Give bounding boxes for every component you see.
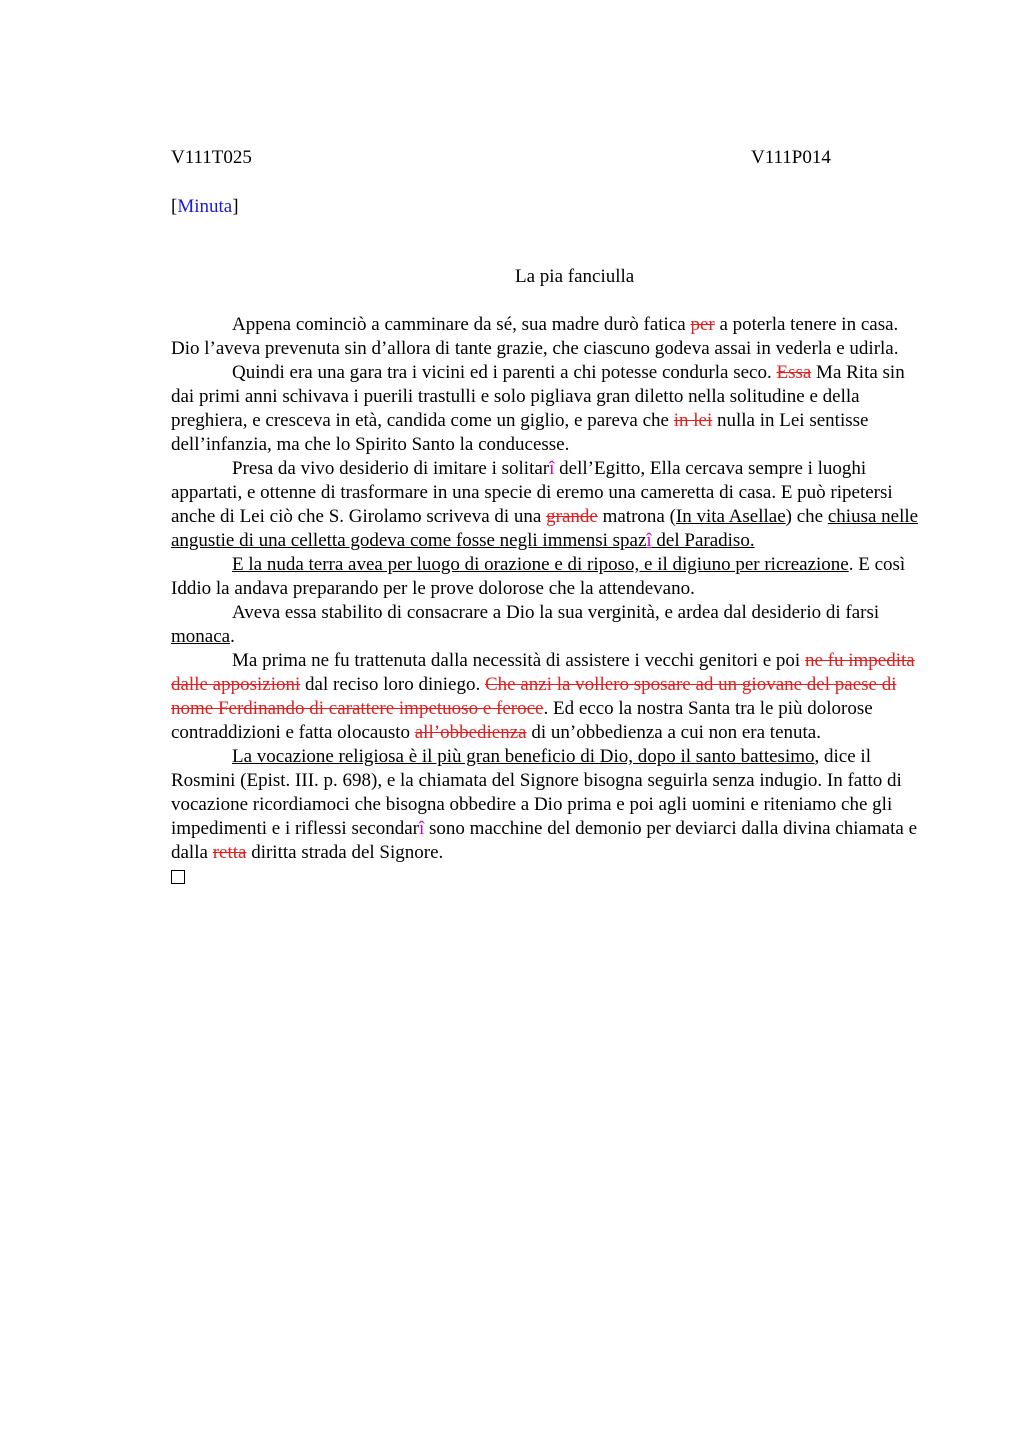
deleted-text: per: [690, 314, 715, 335]
end-of-text-box-icon: [171, 870, 185, 884]
underlined-text: E la nuda terra avea per luogo di orazione e di riposo, e il digiuno per ricreazione: [232, 554, 849, 575]
text-run: a poterla tenere in casa. Dio l’aveva prevenuta sin d’allora di tante grazie, che ciascuno godeva assai in vederla e udirla.: [171, 314, 899, 359]
paragraph-1: [171, 313, 929, 361]
text-run: diritta strada del Signore.: [246, 842, 444, 863]
paragraph-7: [171, 745, 929, 865]
paragraph-6: [171, 649, 929, 745]
text-run: . E così Iddio la andava preparando per le prove dolorose che la attendevano.: [171, 554, 906, 599]
minuta-label: [171, 196, 239, 218]
underlined-text: chiusa nelle angustie di una celletta godeva come fosse negli immensi spaz: [171, 506, 919, 551]
document-code-right: V111P014: [751, 147, 831, 168]
bracket-close: ]: [232, 196, 239, 217]
minuta-link[interactable]: Minuta: [177, 196, 233, 217]
deleted-text: all’obbedienza: [414, 722, 527, 743]
text-run: sono macchine del demonio per deviarci dalla divina chiamata e dalla: [171, 818, 918, 863]
paragraph-3: [171, 457, 929, 553]
deleted-text: grande: [546, 506, 598, 527]
text-run: Presa da vivo desiderio di imitare i solitar: [232, 458, 550, 479]
bracket-open: [: [171, 196, 178, 217]
text-run: dal reciso loro diniego.: [300, 674, 485, 695]
paragraph-2: [171, 361, 929, 457]
document-code-left: V111T025: [171, 147, 252, 168]
underlined-text: del Paradiso.: [651, 530, 755, 551]
text-run: Aveva essa stabilito di consacrare a Dio la sua verginità, e ardea dal desiderio di farsi: [232, 602, 880, 623]
text-run: nulla in Lei sentisse dell’infanzia, ma che lo Spirito Santo la conducesse.: [171, 410, 869, 455]
deleted-text: in lei: [673, 410, 713, 431]
underlined-text: In vita Asellae: [675, 506, 786, 527]
text-run: Appena cominciò a camminare da sé, sua madre durò fatica: [232, 314, 691, 335]
inserted-text: î: [418, 818, 425, 839]
page-title: La pia fanciulla: [515, 266, 635, 287]
deleted-text: Essa: [776, 362, 812, 383]
deleted-text: ne fu impedita dalle apposizioni: [171, 650, 915, 695]
text-run: Quindi era una gara tra i vicini ed i parenti a chi potesse condurla seco.: [232, 362, 777, 383]
underlined-text: monaca: [171, 626, 231, 647]
deleted-text: retta: [212, 842, 247, 863]
text-run: dell’Egitto, Ella cercava sempre i luoghi appartati, e ottenne di trasformare in una specie di eremo una cameretta di casa. E può ripetersi anche di Lei ciò che S. Girolamo scriveva di una: [171, 458, 893, 527]
paragraph-5: [171, 601, 929, 649]
text-run: Ma prima ne fu trattenuta dalla necessità di assistere i vecchi genitori e poi: [232, 650, 805, 671]
inserted-text: î: [646, 530, 652, 551]
paragraph-4: [171, 553, 929, 601]
text-run: . Ed ecco la nostra Santa tra le più dolorose contraddizioni e fatta olocausto: [171, 698, 873, 743]
inserted-text: î: [549, 458, 555, 479]
underlined-text: La vocazione religiosa è il più gran beneficio di Dio, dopo il santo battesimo: [232, 746, 815, 767]
text-run: , dice il Rosmini (Epist. III. p. 698), e la chiamata del Signore bisogna seguirla senza indugio. In fatto di vocazione ricordiamoci che bisogna obbedire a Dio prima e poi agli uomini e riteniamo che gli impedimenti e i riflessi secondar: [171, 746, 902, 839]
text-run: di un’obbedienza a cui non era tenuta.: [526, 722, 821, 743]
document-body: [171, 313, 929, 891]
deleted-text: Che anzi la vollero sposare ad un giovane del paese di nome Ferdinando di carattere impetuoso e feroce: [171, 674, 897, 719]
text-run: ) che: [785, 506, 828, 527]
text-run: Ma Rita sin dai primi anni schivava i puerili trastulli e solo pigliava gran diletto nella solitudine e della preghiera, e cresceva in età, candida come un giglio, e pareva che: [171, 362, 905, 431]
text-run: matrona (: [597, 506, 676, 527]
text-run: .: [230, 626, 235, 647]
